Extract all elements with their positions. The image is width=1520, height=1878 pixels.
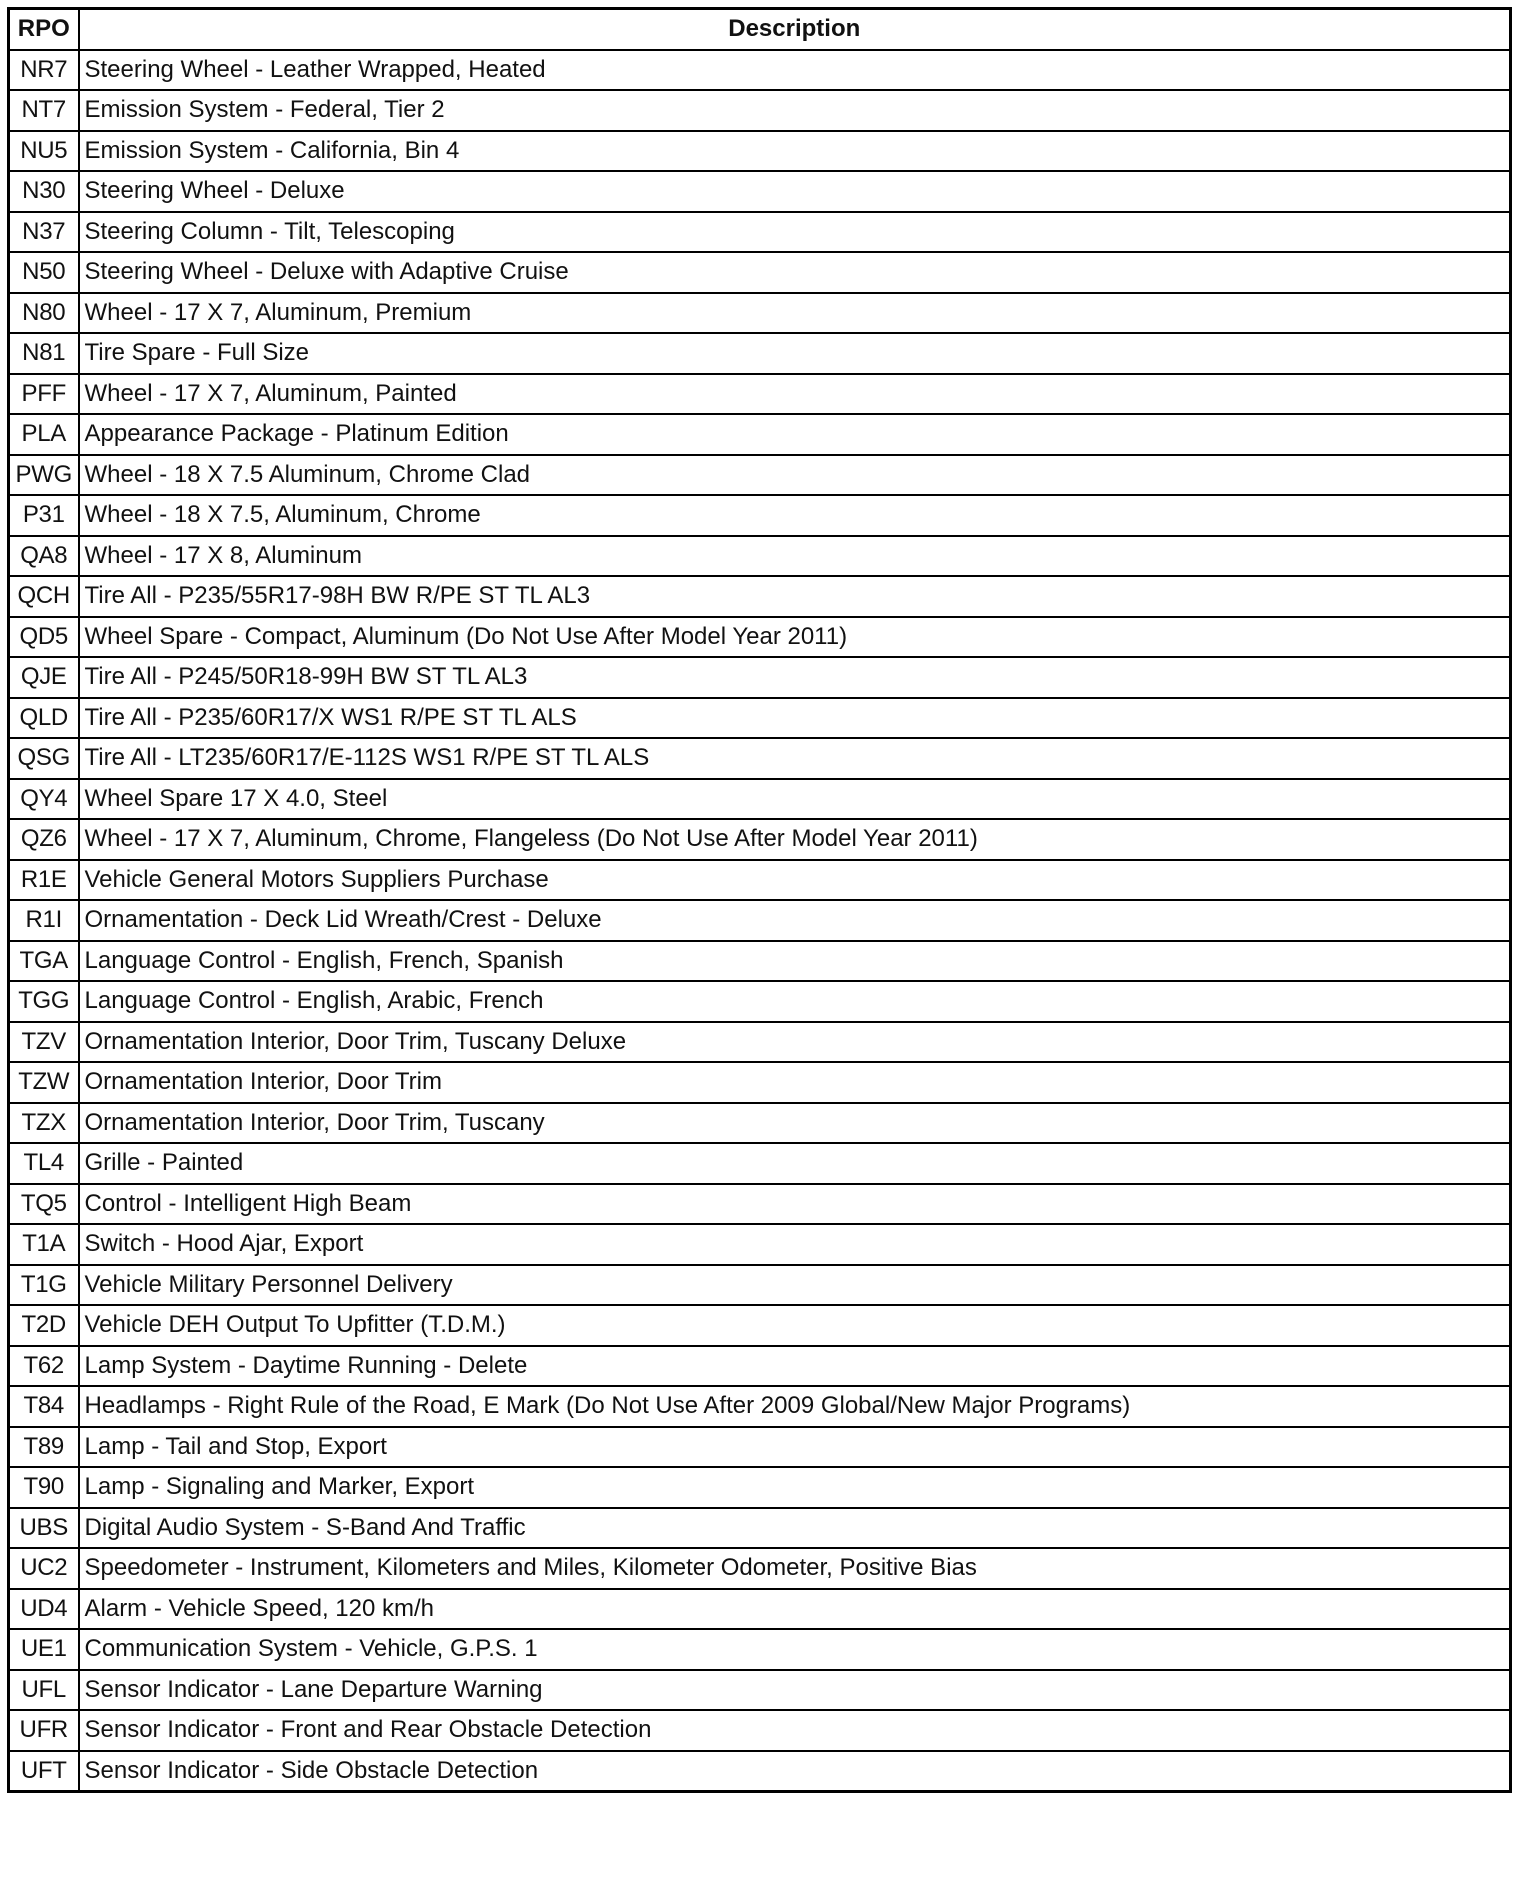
table-row <box>9 536 1511 577</box>
description-cell: Emission System - California, Bin 4 <box>79 131 1511 172</box>
rpo-code-cell: N37 <box>9 212 79 253</box>
description-cell: Wheel - 17 X 7, Aluminum, Painted <box>79 374 1511 415</box>
rpo-code-cell: P31 <box>9 495 79 536</box>
rpo-code-cell: N30 <box>9 171 79 212</box>
table-row <box>9 1305 1511 1346</box>
rpo-code-cell: PLA <box>9 414 79 455</box>
rpo-code-cell: QZ6 <box>9 819 79 860</box>
description-cell: Ornamentation Interior, Door Trim, Tuscany Deluxe <box>79 1022 1511 1063</box>
table-row <box>9 252 1511 293</box>
description-cell: Tire All - P235/60R17/X WS1 R/PE ST TL ALS <box>79 698 1511 739</box>
rpo-code-cell: UFL <box>9 1670 79 1711</box>
description-cell: Wheel - 17 X 7, Aluminum, Chrome, Flangeless (Do Not Use After Model Year 2011) <box>79 819 1511 860</box>
description-cell: Wheel - 18 X 7.5 Aluminum, Chrome Clad <box>79 455 1511 496</box>
description-cell: Lamp - Signaling and Marker, Export <box>79 1467 1511 1508</box>
rpo-code-cell: R1I <box>9 900 79 941</box>
rpo-code-cell: NU5 <box>9 131 79 172</box>
description-cell: Steering Wheel - Deluxe <box>79 171 1511 212</box>
table-row <box>9 1670 1511 1711</box>
description-cell: Language Control - English, Arabic, French <box>79 981 1511 1022</box>
table-row <box>9 698 1511 739</box>
rpo-code-cell: NR7 <box>9 50 79 91</box>
table-row <box>9 1467 1511 1508</box>
table-row <box>9 1751 1511 1792</box>
rpo-code-cell: NT7 <box>9 90 79 131</box>
rpo-code-cell: TGG <box>9 981 79 1022</box>
description-cell: Sensor Indicator - Lane Departure Warning <box>79 1670 1511 1711</box>
description-cell: Steering Column - Tilt, Telescoping <box>79 212 1511 253</box>
table-row <box>9 131 1511 172</box>
table-row <box>9 779 1511 820</box>
description-cell: Lamp - Tail and Stop, Export <box>79 1427 1511 1468</box>
description-cell: Headlamps - Right Rule of the Road, E Mark (Do Not Use After 2009 Global/New Major Programs) <box>79 1386 1511 1427</box>
table-row <box>9 1386 1511 1427</box>
rpo-code-cell: TZW <box>9 1062 79 1103</box>
table-row <box>9 90 1511 131</box>
rpo-code-cell: QJE <box>9 657 79 698</box>
table-row <box>9 1022 1511 1063</box>
table-row <box>9 981 1511 1022</box>
rpo-code-cell: T1G <box>9 1265 79 1306</box>
description-cell: Tire Spare - Full Size <box>79 333 1511 374</box>
rpo-code-cell: UBS <box>9 1508 79 1549</box>
table-row <box>9 495 1511 536</box>
description-cell: Tire All - P235/55R17-98H BW R/PE ST TL AL3 <box>79 576 1511 617</box>
table-row <box>9 293 1511 334</box>
table-row <box>9 1548 1511 1589</box>
table-row <box>9 1629 1511 1670</box>
description-cell: Speedometer - Instrument, Kilometers and Miles, Kilometer Odometer, Positive Bias <box>79 1548 1511 1589</box>
table-row <box>9 738 1511 779</box>
table-row <box>9 1508 1511 1549</box>
rpo-code-cell: TZX <box>9 1103 79 1144</box>
rpo-code-cell: T84 <box>9 1386 79 1427</box>
table-row <box>9 1346 1511 1387</box>
table-row <box>9 1265 1511 1306</box>
table-row <box>9 1710 1511 1751</box>
rpo-code-cell: N50 <box>9 252 79 293</box>
table-header-row <box>9 9 1511 50</box>
rpo-code-cell: UFT <box>9 1751 79 1792</box>
table-row <box>9 1427 1511 1468</box>
table-row <box>9 617 1511 658</box>
description-cell: Ornamentation Interior, Door Trim <box>79 1062 1511 1103</box>
description-cell: Sensor Indicator - Front and Rear Obstacle Detection <box>79 1710 1511 1751</box>
description-cell: Digital Audio System - S-Band And Traffic <box>79 1508 1511 1549</box>
table-row <box>9 171 1511 212</box>
table-row <box>9 900 1511 941</box>
description-cell: Control - Intelligent High Beam <box>79 1184 1511 1225</box>
table-row <box>9 414 1511 455</box>
rpo-code-cell: T89 <box>9 1427 79 1468</box>
rpo-code-cell: T62 <box>9 1346 79 1387</box>
rpo-code-cell: QCH <box>9 576 79 617</box>
description-cell: Sensor Indicator - Side Obstacle Detection <box>79 1751 1511 1792</box>
table-row <box>9 50 1511 91</box>
rpo-table <box>7 7 1512 1793</box>
table-row <box>9 212 1511 253</box>
rpo-code-cell: UD4 <box>9 1589 79 1630</box>
description-cell: Wheel Spare 17 X 4.0, Steel <box>79 779 1511 820</box>
rpo-code-cell: T1A <box>9 1224 79 1265</box>
column-header-rpo: RPO <box>9 9 79 50</box>
rpo-code-cell: R1E <box>9 860 79 901</box>
rpo-code-cell: QA8 <box>9 536 79 577</box>
description-cell: Vehicle DEH Output To Upfitter (T.D.M.) <box>79 1305 1511 1346</box>
table-row <box>9 1143 1511 1184</box>
table-row <box>9 333 1511 374</box>
description-cell: Grille - Painted <box>79 1143 1511 1184</box>
description-cell: Appearance Package - Platinum Edition <box>79 414 1511 455</box>
table-row <box>9 374 1511 415</box>
table-row <box>9 1589 1511 1630</box>
rpo-code-cell: T90 <box>9 1467 79 1508</box>
description-cell: Vehicle Military Personnel Delivery <box>79 1265 1511 1306</box>
description-cell: Wheel - 18 X 7.5, Aluminum, Chrome <box>79 495 1511 536</box>
table-row <box>9 860 1511 901</box>
description-cell: Steering Wheel - Leather Wrapped, Heated <box>79 50 1511 91</box>
rpo-code-cell: QD5 <box>9 617 79 658</box>
table-row <box>9 1103 1511 1144</box>
table-row <box>9 819 1511 860</box>
description-cell: Language Control - English, French, Spanish <box>79 941 1511 982</box>
rpo-code-cell: TL4 <box>9 1143 79 1184</box>
description-cell: Tire All - LT235/60R17/E-112S WS1 R/PE ST TL ALS <box>79 738 1511 779</box>
rpo-code-cell: TGA <box>9 941 79 982</box>
rpo-code-cell: UE1 <box>9 1629 79 1670</box>
rpo-code-cell: UFR <box>9 1710 79 1751</box>
description-cell: Lamp System - Daytime Running - Delete <box>79 1346 1511 1387</box>
rpo-code-cell: N80 <box>9 293 79 334</box>
rpo-code-cell: QLD <box>9 698 79 739</box>
rpo-code-cell: T2D <box>9 1305 79 1346</box>
description-cell: Wheel Spare - Compact, Aluminum (Do Not Use After Model Year 2011) <box>79 617 1511 658</box>
rpo-code-cell: PFF <box>9 374 79 415</box>
table-row <box>9 455 1511 496</box>
rpo-code-cell: PWG <box>9 455 79 496</box>
description-cell: Tire All - P245/50R18-99H BW ST TL AL3 <box>79 657 1511 698</box>
table-row <box>9 1184 1511 1225</box>
description-cell: Vehicle General Motors Suppliers Purchase <box>79 860 1511 901</box>
description-cell: Wheel - 17 X 7, Aluminum, Premium <box>79 293 1511 334</box>
rpo-code-cell: QY4 <box>9 779 79 820</box>
rpo-code-cell: N81 <box>9 333 79 374</box>
description-cell: Steering Wheel - Deluxe with Adaptive Cruise <box>79 252 1511 293</box>
description-cell: Ornamentation - Deck Lid Wreath/Crest - Deluxe <box>79 900 1511 941</box>
table-row <box>9 941 1511 982</box>
description-cell: Switch - Hood Ajar, Export <box>79 1224 1511 1265</box>
table-row <box>9 576 1511 617</box>
table-body <box>9 50 1511 1792</box>
table-row <box>9 1062 1511 1103</box>
description-cell: Alarm - Vehicle Speed, 120 km/h <box>79 1589 1511 1630</box>
table-row <box>9 657 1511 698</box>
description-cell: Communication System - Vehicle, G.P.S. 1 <box>79 1629 1511 1670</box>
rpo-code-cell: TQ5 <box>9 1184 79 1225</box>
rpo-code-cell: UC2 <box>9 1548 79 1589</box>
table-row <box>9 1224 1511 1265</box>
description-cell: Ornamentation Interior, Door Trim, Tuscany <box>79 1103 1511 1144</box>
column-header-description: Description <box>79 9 1511 50</box>
rpo-code-cell: TZV <box>9 1022 79 1063</box>
rpo-code-cell: QSG <box>9 738 79 779</box>
description-cell: Emission System - Federal, Tier 2 <box>79 90 1511 131</box>
description-cell: Wheel - 17 X 8, Aluminum <box>79 536 1511 577</box>
